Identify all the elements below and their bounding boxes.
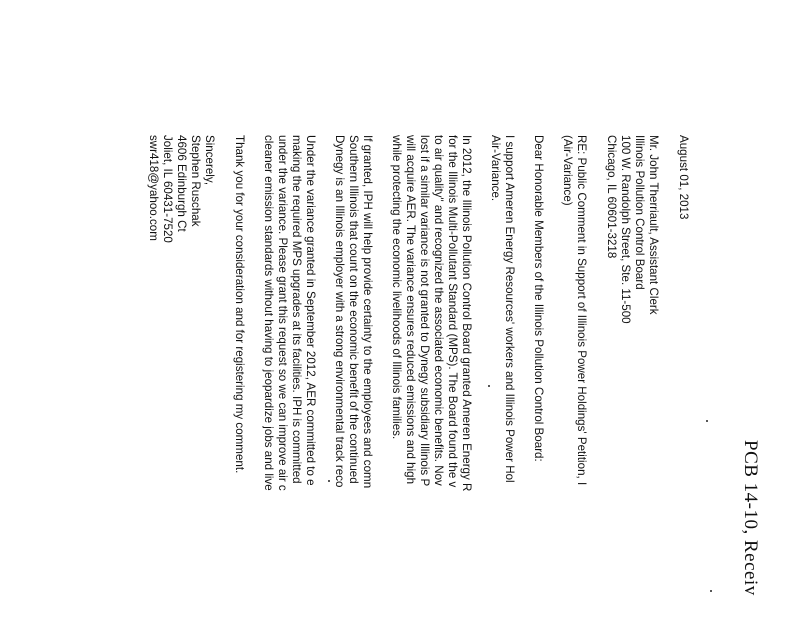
re-line: RE: Public Comment in Support of Illinois Power Holdings' Petition, I: [575, 135, 588, 486]
paragraph-line: will acquire AER. The variance ensures reduced emissions and high: [404, 135, 417, 485]
signature-email: swr418@yahoo.com: [147, 135, 160, 241]
scan-speck: [328, 480, 330, 482]
paragraph-line: under the variance. Please grant this request so we can improve air c: [276, 135, 289, 491]
signature-city: Joliet, IL 60431-7520: [161, 135, 174, 243]
paragraph-line: to air quality" and recognized the associated economic benefits. Nov: [432, 135, 445, 486]
letter-date: August 01, 2013: [677, 135, 690, 220]
recipient-line: Chicago, IL 60601-3218: [605, 135, 618, 259]
salutation: Dear Honorable Members of the Illinois Pollution Control Board:: [532, 135, 545, 462]
paragraph-line: making the required MPS upgrades at its facilities. IPH is committed: [290, 135, 303, 484]
paragraph-line: for the Illinois Multi-Pollutant Standard (MPS). The Board found the v: [446, 135, 459, 488]
scan-speck: [706, 420, 708, 422]
re-line: (Air-Variance): [561, 135, 574, 206]
paragraph-thanks: Thank you for your consideration and for registering my comment.: [233, 135, 246, 474]
paragraph-line: while protecting the economic livelihoods of Illinois families.: [390, 135, 403, 440]
signature-name: Stephen Ruschak: [189, 135, 202, 227]
paragraph-line: If granted, IPH will help provide certainty to the employees and comn: [361, 135, 374, 489]
paragraph-line: cleaner emission standards without having to jeopardize jobs and live: [262, 135, 275, 491]
paragraph-line: Air-Variance.: [489, 135, 502, 202]
paragraph-line: Dynegy is an Illinois employer with a strong environmental track reco: [333, 135, 346, 488]
recipient-line: Mr. John Therriault, Assistant Clerk: [647, 135, 660, 315]
scan-speck: [488, 385, 490, 387]
received-stamp: PCB 14-10, Receiv: [740, 440, 761, 596]
scan-speck: [710, 590, 712, 592]
signature-street: 4606 Edinburgh Ct: [175, 135, 188, 232]
paragraph-line: I support Ameren Energy Resources' workers and Illinois Power Hol: [503, 135, 516, 483]
recipient-line: 100 W. Randolph Street, Ste. 11-500: [619, 135, 632, 324]
paragraph-line: In 2012, the Illinois Pollution Control Board granted Ameren Energy R: [460, 135, 473, 492]
paragraph-line: lost if a similar variance is not granted to Dynegy subsidiary Illinois P: [418, 135, 431, 487]
recipient-line: Illinois Pollution Control Board: [633, 135, 646, 290]
closing: Sincerely,: [203, 135, 216, 186]
paragraph-line: Under the variance granted in September 2012, AER committed to e: [304, 135, 317, 486]
paragraph-line: Southern Illinois that count on the economic benefit of the continued: [347, 135, 360, 484]
